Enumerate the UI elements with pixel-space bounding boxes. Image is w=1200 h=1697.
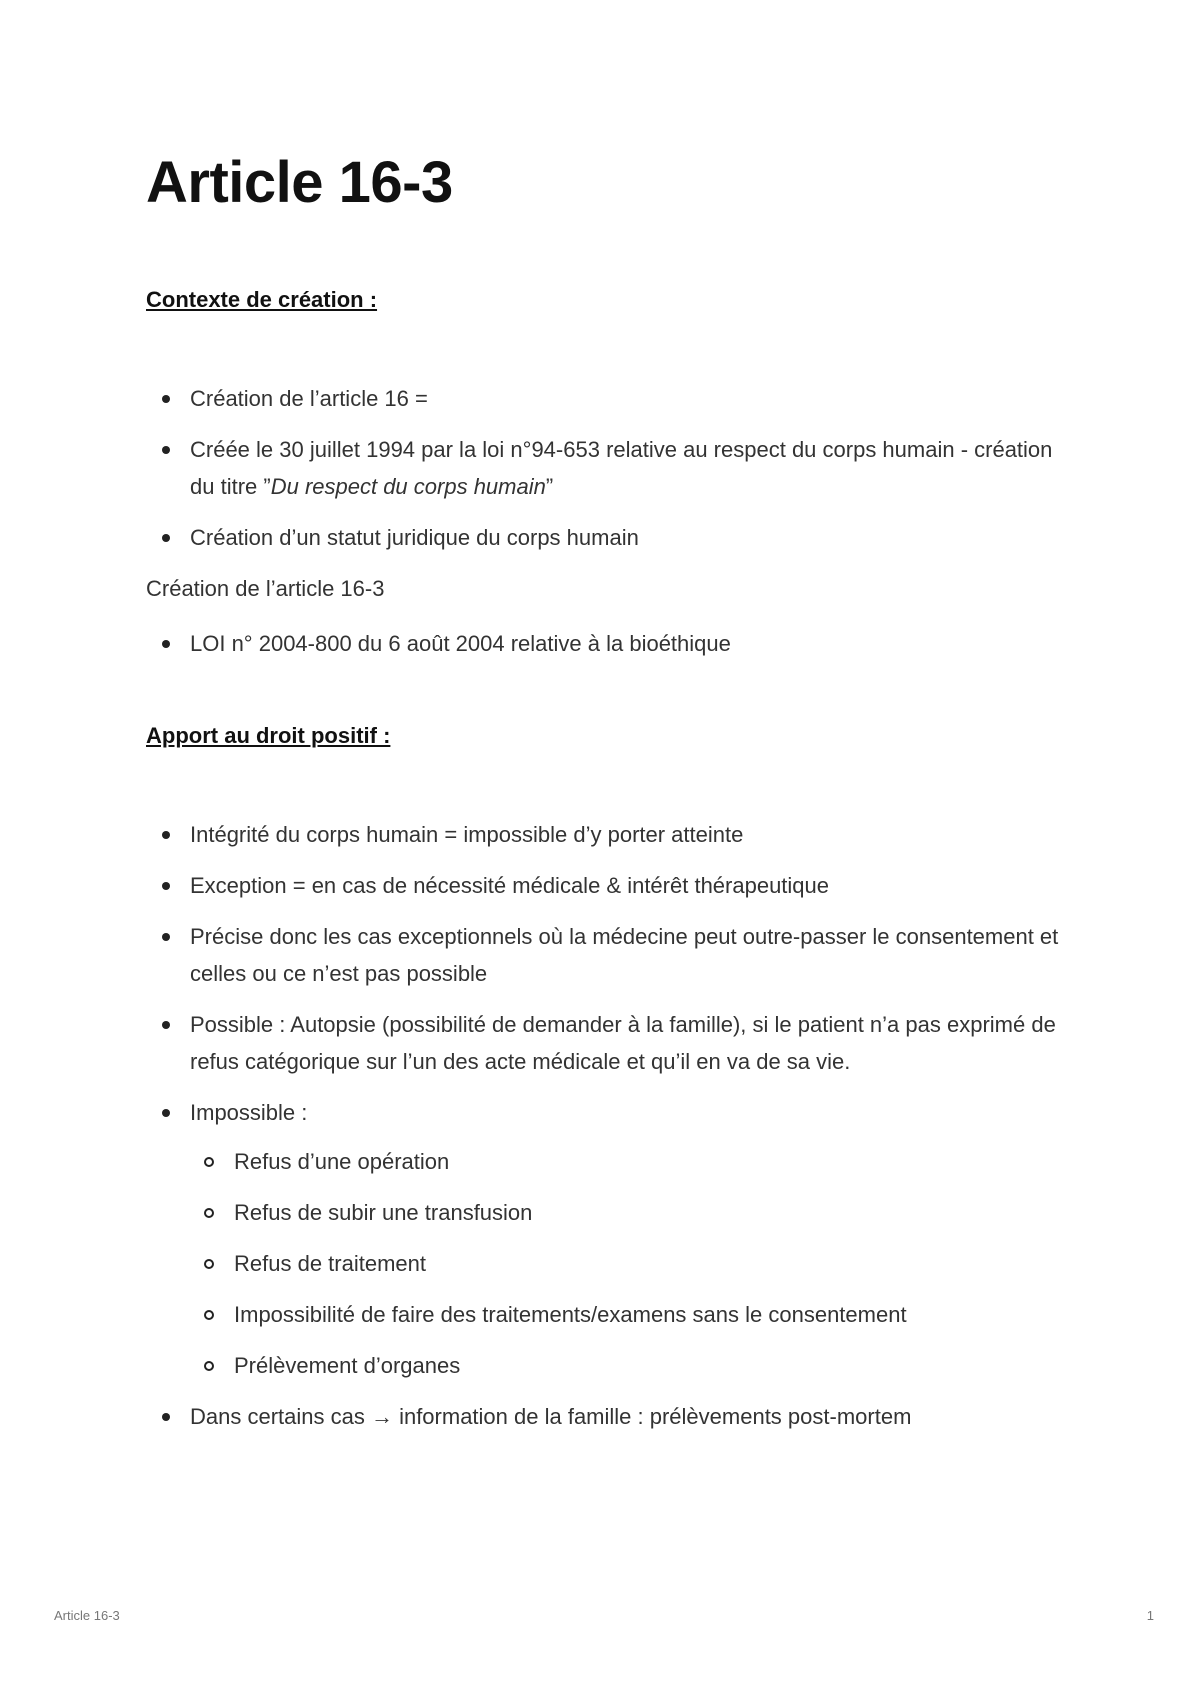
list-item: Intégrité du corps humain = impossible d’y porter atteinte — [146, 816, 1076, 853]
impossible-sublist — [190, 1143, 1076, 1384]
sublist-item: Refus d’une opération — [190, 1143, 1076, 1180]
page-title: Article 16-3 — [146, 150, 453, 215]
document-page — [146, 150, 1076, 1449]
list-item: Dans certains cas → information de la famille : prélèvements post-mortem — [146, 1398, 1076, 1435]
section-heading-context: Contexte de création : — [146, 287, 378, 312]
list-item: Précise donc les cas exceptionnels où la médecine peut outre-passer le consentement et celles ou ce n’est pas possible — [146, 918, 1076, 992]
article-163-label: Création de l’article 16-3 — [146, 576, 385, 601]
italic-title: Du respect du corps humain — [270, 474, 546, 499]
loi-list — [146, 625, 1076, 662]
list-item: Création d’un statut juridique du corps humain — [146, 519, 1076, 556]
sublist-item: Refus de subir une transfusion — [190, 1194, 1076, 1231]
list-item: Exception = en cas de nécessité médicale & intérêt thérapeutique — [146, 867, 1076, 904]
list-item-impossible — [146, 1094, 1076, 1384]
list-item-text: Impossible : — [190, 1100, 308, 1125]
footer-document-title: Article 16-3 — [54, 1608, 120, 1623]
footer-page-number: 1 — [1146, 1608, 1154, 1623]
italic-close-quote: ” — [545, 474, 554, 499]
context-list — [146, 380, 1076, 556]
list-item — [146, 431, 1076, 505]
list-item-text: Créée le 30 juillet 1994 par la loi n°94-653 relative au respect du corps humain - création du titre ” — [190, 437, 1053, 499]
apport-list — [146, 816, 1076, 1435]
list-item: Possible : Autopsie (possibilité de demander à la famille), si le patient n’a pas exprimé de refus catégorique sur l’un des acte médicale et qu’il en va de sa vie. — [146, 1006, 1076, 1080]
sublist-item: Impossibilité de faire des traitements/examens sans le consentement — [190, 1296, 1076, 1333]
list-item: LOI n° 2004-800 du 6 août 2004 relative à la bioéthique — [146, 625, 1076, 662]
sublist-item: Refus de traitement — [190, 1245, 1076, 1282]
section-heading-apport: Apport au droit positif : — [146, 723, 391, 748]
list-item: Création de l’article 16 = — [146, 380, 1076, 417]
sublist-item: Prélèvement d’organes — [190, 1347, 1076, 1384]
